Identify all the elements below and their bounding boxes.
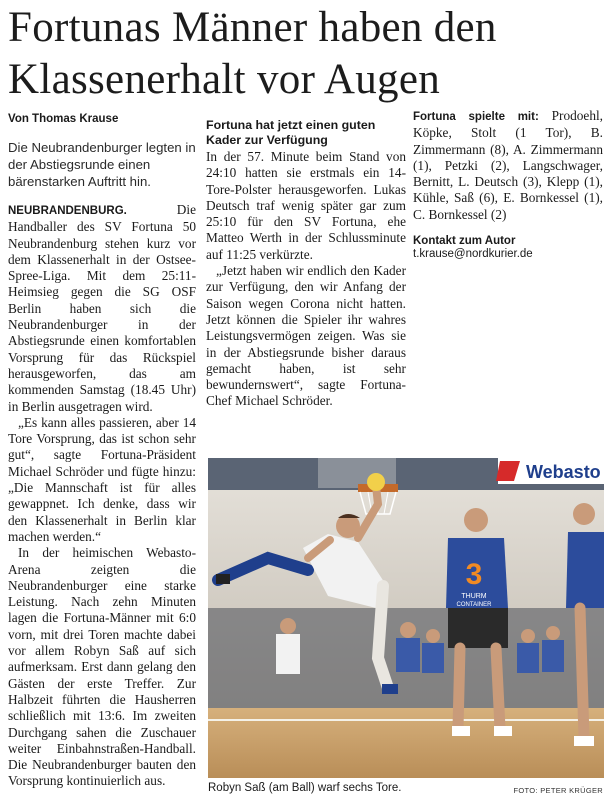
contact-label: Kontakt zum Autor bbox=[413, 235, 516, 248]
lineup bbox=[413, 108, 603, 223]
jersey-text: THURM bbox=[461, 593, 487, 600]
court-floor bbox=[208, 708, 604, 778]
jersey-sponsor: CONTAINER bbox=[456, 602, 492, 608]
body-paragraph-4: In der 57. Minute beim Stand von 24:10 hatten sie erstmals ein 14-Tore-Polster herausgeworfen. Lukas Deutsch traf wenig später gar zum 25:10 für den SV Fortuna, ehe Matteo Werth in der Schlussminute auf 11:25 verkürzte. bbox=[206, 149, 406, 262]
handball-photo bbox=[208, 458, 604, 778]
lineup-label: Fortuna spielte mit: bbox=[413, 111, 539, 123]
paragraph-1-text: Die Handballer des SV Fortuna 50 Neubrandenburg stehen kurz vor dem Klassenerhalt in der Ostsee-Spree-Liga. Mit dem 25:11-Heimsieg gegen die SG OSF Berlin haben sich die Neubrandenburger in der Abstiegsrunde einen komfortablen Vorsprung für das Rückspiel herausgeworfen, das am kommenden Samstag (18.45 Uhr) in Berlin ausgetragen wird. bbox=[8, 202, 196, 414]
article-column-3 bbox=[413, 108, 603, 260]
photo-credit: FOTO: PETER KRÜGER bbox=[513, 786, 603, 795]
article-column-2 bbox=[206, 108, 406, 410]
lineup-text: Prodoehl, Köpke, Stolt (1 Tor), B. Zimmermann (8), A. Zimmermann (1), Petzki (2), Langschwager, Bernitt, L. Deutsch (3), Klepp (1), Kühle, Saß (6), E. Bornkessel (1), C. Bornkessel (2) bbox=[413, 108, 603, 222]
dateline: NEUBRANDENBURG. bbox=[8, 205, 127, 217]
subhead: Fortuna hat jetzt einen guten Kader zur Verfügung bbox=[206, 118, 376, 147]
headline: Fortunas Männer haben den Klassenerhalt vor Augen bbox=[8, 4, 497, 103]
banner-text: Webasto bbox=[526, 462, 601, 482]
contact-email[interactable]: t.krause@nordkurier.de bbox=[413, 248, 533, 261]
handball-ball bbox=[367, 473, 385, 491]
article-column-1 bbox=[8, 108, 196, 790]
body-paragraph-3: In der heimischen Webasto-Arena zeigten die Neubrandenburger eine starke Leistung. Nach zehn Minuten lagen die Fortuna-Männer mit 6:0 vorn, mit drei Toren machte dabei vor allem Robyn Saß auf sich aufmerksam. Erst dann gelang den Gästen der erste Treffer. Zur Halbzeit führten die Hausherren schließlich mit 13:6. Im zweiten Durchgang sahen die Zuschauer weiter Einbahnstraßen-Handball. Die Neubrandenburger bauten den Vorsprung kontinuierlich aus. bbox=[8, 545, 196, 789]
photo-caption: Robyn Saß (am Ball) warf sechs Tore. bbox=[208, 782, 402, 794]
teaser: Die Neubrandenburger legten in der Abstiegsrunde einen bärenstarken Auftritt hin. bbox=[8, 140, 196, 189]
jersey-number: 3 bbox=[465, 558, 483, 591]
body-paragraph-1 bbox=[8, 202, 196, 415]
body-paragraph-2: „Es kann alles passieren, aber 14 Tore Vorsprung, das ist schon sehr gut“, sagte Fortuna-Präsident Michael Schröder und fügte hinzu: „Die Mannschaft ist für alles gewappnet. Ich denke, dass wir den Klassenerhalt in Berlin klar machen werden.“ bbox=[8, 414, 196, 544]
byline: Von Thomas Krause bbox=[8, 113, 119, 125]
body-paragraph-5: „Jetzt haben wir endlich den Kader zur Verfügung, den wir Anfang der Saison wegen Corona nicht hatten. Jetzt können die Spieler ihr wahres Leistungsvermögen zeigen. Was sie in der Abstiegsrunde bisher daraus gemacht haben, ist sehr bewundernswert“, sagte Fortuna-Chef Michael Schröder. bbox=[206, 263, 406, 409]
